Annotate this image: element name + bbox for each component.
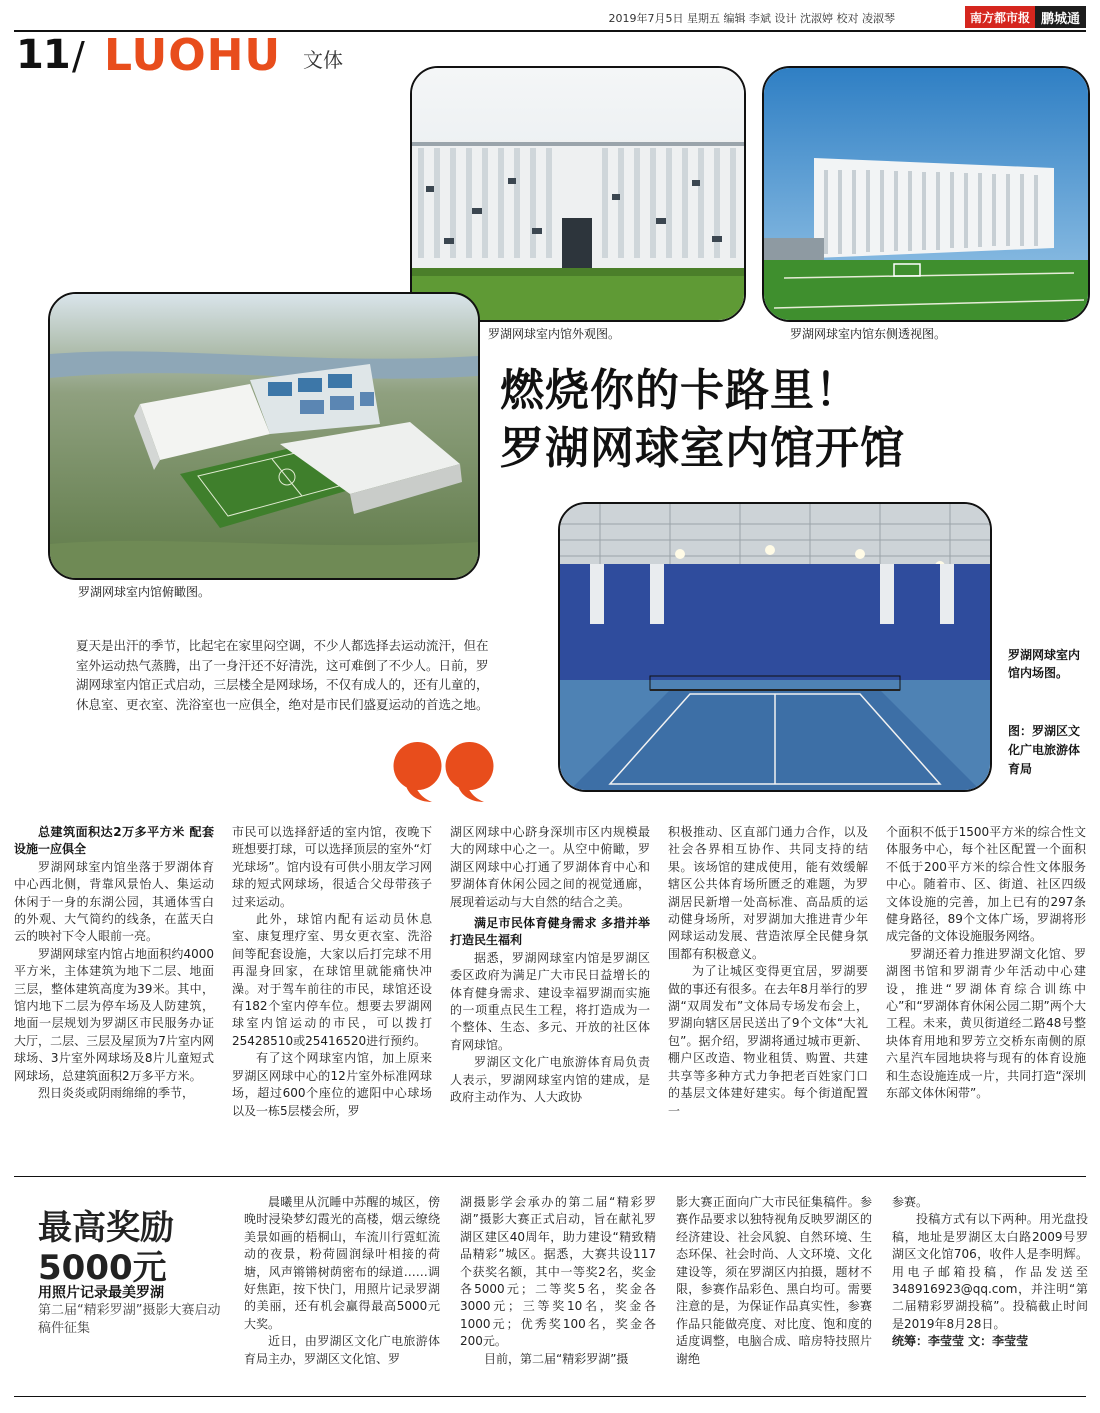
exterior-caption: 罗湖网球室内馆外观图。 [488,327,621,341]
article-paragraph: 个面积不低于1500平方米的综合性文体服务中心，每个社区配置一个面积不低于200平方米的综合性文体服务中心。随着市、区、街道、社区四级文体设施的完善，加上已有的297条健身路径，89个文体广场，罗湖将形成完备的文体设施服务网络。 [886,825,1086,944]
award-paragraph: 投稿方式有以下两种。用光盘投稿，地址是罗湖区太白路2009号罗湖区文化馆706，收件人是李明辉。用电子邮箱投稿，作品发送至348916923@qq.com，并注明“第二届精彩罗湖投稿”。投稿截止时间是2019年8月28日。 [892,1212,1088,1331]
article-column-1 [14,824,214,1103]
award-subtitle: 用照片记录最美罗湖 [38,1285,164,1301]
headline-line1: 燃烧你的卡路里！ [500,365,860,416]
section-divider [14,1176,1086,1177]
article-paragraph: 湖区网球中心跻身深圳市区内规模最大的网球中心之一。从空中俯瞰，罗湖区网球中心打通了罗湖体育中心和罗湖体育休闲公园之间的视觉通廊，展现着运动与大自然的结合之美。 [450,825,650,909]
award-column-1 [244,1194,440,1368]
aerial-caption: 罗湖网球室内馆俯瞰图。 [78,585,211,599]
interior-photo [558,502,992,792]
article-subhead-1: 总建筑面积达2万多平方米 配套设施一应俱全 [14,825,214,857]
photo-credit: 图：罗湖区文化广电旅游体育局 [1008,724,1081,776]
article-column-5 [886,824,1086,1103]
award-column-3 [676,1194,872,1368]
issue-meta: 2019年7月5日 星期五 编辑 李斌 设计 沈淑婷 校对 凌淑琴 [608,12,895,25]
award-paragraph: 晨曦里从沉睡中苏醒的城区，傍晚时浸染梦幻霞光的高楼，烟云缭绕美景如画的梧桐山，车流川行霓虹流动的夜景，粉荷圆润绿叶相接的荷塘，风声锵锵树荫密布的绿道……调好焦距，按下快门，用照片记录罗湖的美丽，还有机会赢得最高5000元大奖。 [244,1195,440,1331]
masthead-logo [965,6,1086,28]
quote-mark-icon [392,740,496,806]
award-column-2 [460,1194,656,1368]
page-number: 11 [16,32,70,78]
award-paragraph: 湖摄影学会承办的第二届“精彩罗湖”摄影大赛正式启动，旨在献礼罗湖区建区40周年，助力建设“精致精品精彩”城区。据悉，大赛共设117个获奖名额，其中一等奖2名，奖金各5000元；二等奖5名，奖金各3000元；三等奖10名，奖金各1000元；优秀奖100名，奖金各200元。 [460,1195,656,1349]
article-paragraph: 市民可以选择舒适的室内馆，夜晚下班想要打球，可以选择顶层的室外“灯光球场”。馆内设有可供小朋友学习网球的短式网球场，很适合父母带孩子过来运动。 [232,825,432,909]
headline-line2: 罗湖网球室内馆开馆 [500,423,905,474]
award-amount: 5000元 [38,1248,167,1288]
interior-caption: 罗湖网球室内馆内场图。 [1008,648,1081,680]
article-paragraph: 罗湖区文化广电旅游体育局负责人表示，罗湖网球室内馆的建成，是政府主动作为、人大政协 [450,1055,650,1105]
article-paragraph: 有了这个网球室内馆，加上原来罗湖区网球中心的12片室外标准网球场，超过600个座位的遮阳中心球场以及一栋5层楼会所，罗 [232,1051,432,1118]
headline [500,362,905,478]
article-paragraph: 为了让城区变得更宜居，罗湖要做的事还有很多。在去年8月举行的罗湖“双周发布”文体局专场发布会上，罗湖向辖区居民送出了9个文体“大礼包”。据介绍，罗湖将通过城市更新、棚户区改造、物业租赁、购置、共建共享等多种方式力争把老百姓家门口的基层文体建好建实。每个街道配置一 [668,964,868,1118]
exterior-photo [410,66,746,322]
byline: 统筹：李莹莹 文：李莹莹 [892,1334,1029,1349]
article-paragraph: 罗湖网球室内馆占地面积约4000平方米，主体建筑为地下二层、地面三层，整体建筑高度为39米。其中，馆内地下二层为停车场及人防建筑，地面一层规划为罗湖区市民服务办证大厅，二层、三层及屋顶为7片室内网球场、3片室外网球场及8片儿童短式网球场，总建筑面积2万多平方米。 [14,946,214,1083]
aerial-photo [48,292,480,580]
intro-paragraph: 夏天是出汗的季节，比起宅在家里闷空调，不少人都选择去运动流汗，但在室外运动热气蒸腾，出了一身汗还不好清洗，这可难倒了不少人。日前，罗湖网球室内馆正式启动，三层楼全是网球场，不仅有成人的，还有儿童的，休息室、更衣室、洗浴室也一应俱全，绝对是市民们盛夏运动的首选之地。 [76,638,489,712]
award-subtitle-2: 第二届“精彩罗湖”摄影大赛启动稿件征集 [38,1303,221,1336]
east-view-photo [762,66,1090,322]
article-column-4 [668,824,868,1120]
award-paragraph: 目前，第二届“精彩罗湖”摄 [484,1351,629,1366]
article-column-2 [232,824,432,1120]
paper-name: 南方都市报 [965,6,1035,28]
award-paragraph: 近日，由罗湖区文化广电旅游体育局主办，罗湖区文化馆、罗 [244,1334,440,1366]
award-title: 最高奖励 [38,1208,174,1248]
article-paragraph: 罗湖还着力推进罗湖文化馆、罗湖图书馆和罗湖青少年活动中心建设，推进“罗湖体育综合训练中心”和“罗湖体育休闲公园二期”两个大工程。未来，黄贝街道经二路48号整块体育用地和罗芳立交桥东南侧的原六星汽车园地块将与现有的体育设施和生态设施连成一片，共同打造“深圳东部文体休闲带”。 [886,946,1086,1101]
article-paragraph: 此外，球馆内配有运动员休息室、康复理疗室、男女更衣室、洗浴间等配套设施，大家以后打完球不用再湿身回家，在球馆里就能痛快冲澡。对于驾车前往的市民，球馆还设有182个室内停车位。想要去罗湖网球室内馆运动的市民，可以拨打25428510或25416520进行预约。 [232,912,432,1048]
paper-edition: 鹏城通 [1035,6,1086,28]
article-paragraph: 罗湖网球室内馆坐落于罗湖体育中心西北侧，背靠风景怡人、集运动休闲于一身的东湖公园，其通体雪白的外观、大气简约的线条，在蓝天白云的映衬下令人眼前一亮。 [14,859,214,944]
award-paragraph: 影大赛正面向广大市民征集稿件。参赛作品要求以独特视角反映罗湖区的经济建设、社会风貌、自然环境、生态环保、社会时尚、人文环境、文化建设等，须在罗湖区内拍摄，题材不限，参赛作品彩色、黑白均可。需要注意的是，为保证作品真实性，参赛作品只能做亮度、对比度、饱和度的适度调整，电脑合成、暗房特技照片谢绝 [676,1195,872,1366]
section-label: 文体 [303,48,343,72]
article-column-3 [450,824,650,1107]
east-view-caption: 罗湖网球室内馆东侧透视图。 [790,327,947,341]
article-paragraph: 积极推动、区直部门通力合作，以及社会各界相互协作、共同支持的结果。该场馆的建成使用，能有效缓解辖区公共体育场所匮乏的难题，为罗湖居民新增一处高标准、高品质的运动健身场所，对罗湖加大推进青少年网球运动发展、营造浓厚全民健身氛围都有积极意义。 [668,825,868,961]
award-column-4 [892,1194,1088,1351]
article-paragraph: 据悉，罗湖网球室内馆是罗湖区委区政府为满足广大市民日益增长的体育健身需求、建设幸福罗湖而实施的一项重点民生工程，将打造成为一个整体、生态、多元、开放的社区体育网球馆。 [450,950,650,1052]
footer-rule [14,1396,1086,1397]
award-paragraph: 参赛。 [892,1195,929,1209]
page-slash: / [72,34,85,78]
article-paragraph: 烈日炎炎或阴雨绵绵的季节， [38,1086,195,1101]
article-subhead-2: 满足市民体育健身需求 多措并举打造民生福利 [450,916,650,948]
district-title: LUOHU [104,30,282,81]
